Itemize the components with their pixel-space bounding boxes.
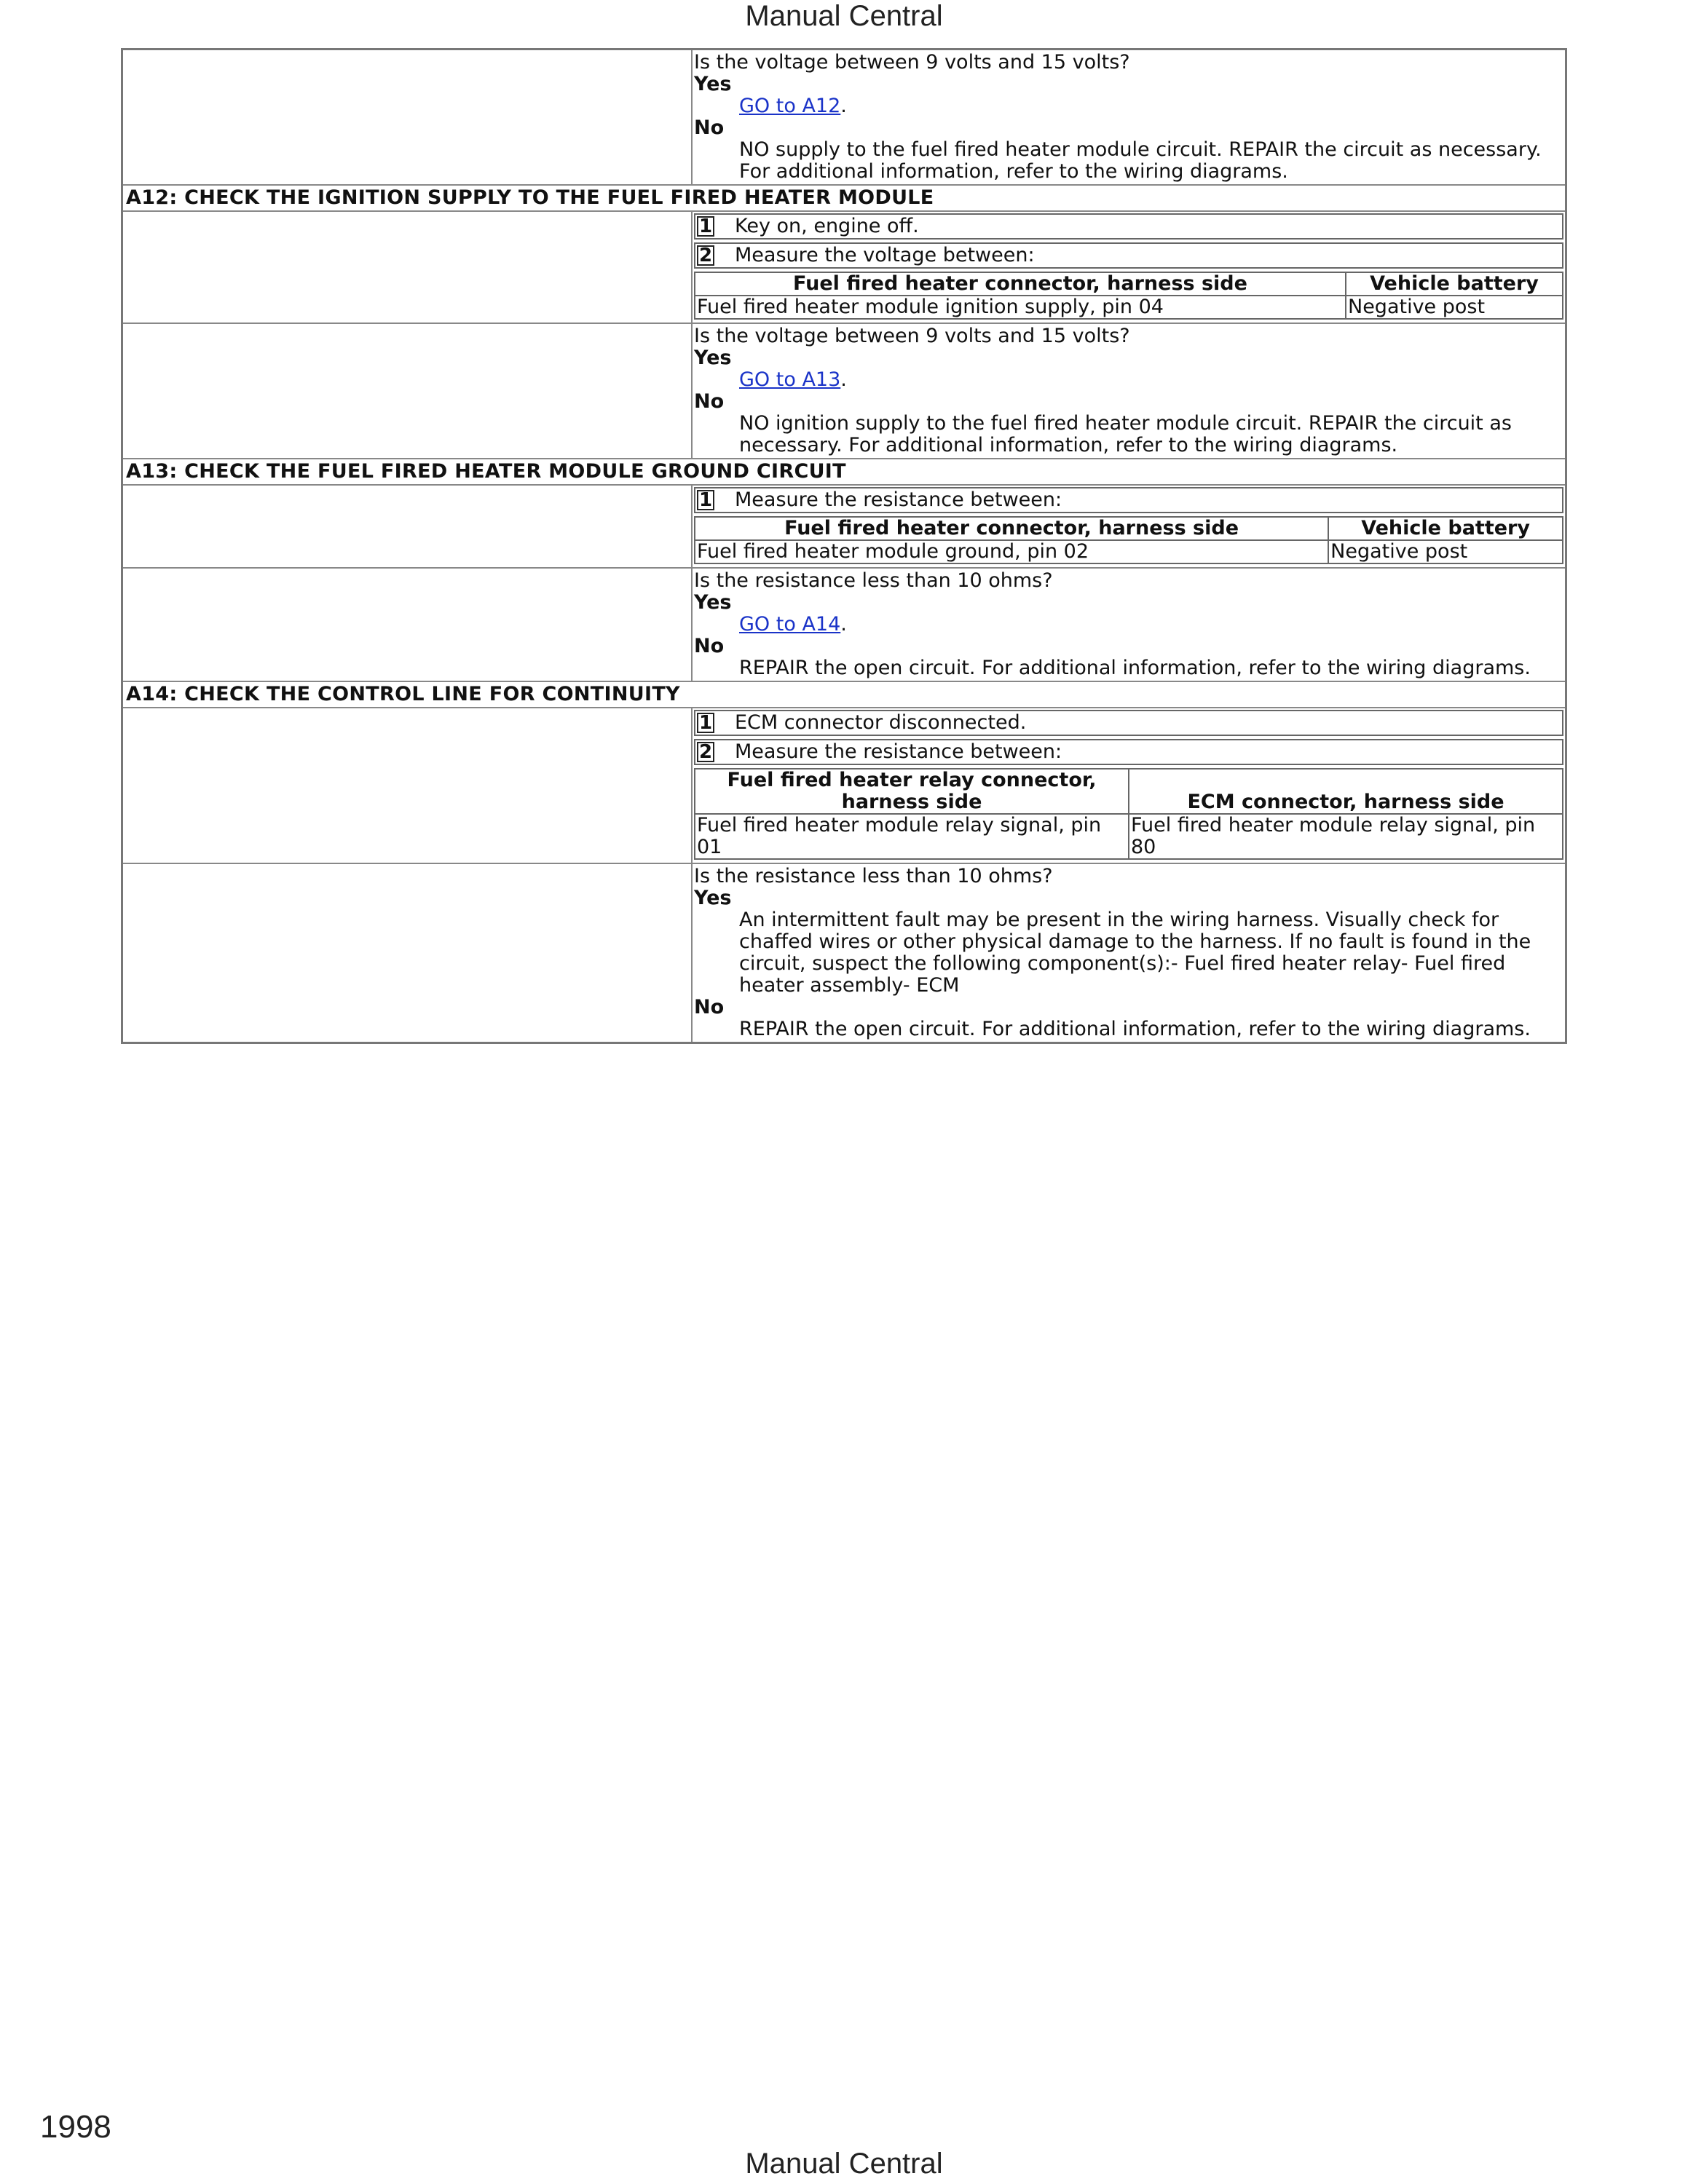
column-header: Vehicle battery: [1328, 517, 1563, 540]
a12-result-cell: [693, 324, 1565, 458]
a11-result-row: [123, 50, 1565, 186]
a13-steps-cell: [693, 486, 1565, 567]
yes-label: Yes: [694, 887, 732, 909]
a14-question: Is the resistance less than 10 ohms?: [694, 865, 1053, 887]
empty-cell: [123, 50, 693, 184]
go-to-a14-link[interactable]: GO to A14: [739, 613, 841, 636]
empty-cell: [123, 864, 693, 1042]
empty-cell: [123, 486, 693, 567]
page-footer: Manual Central: [745, 2148, 943, 2180]
a13-title: A13: CHECK THE FUEL FIRED HEATER MODULE GROUND CIRCUIT: [123, 459, 1565, 486]
step-item: [694, 710, 1563, 736]
table-cell: Negative post: [1328, 540, 1563, 563]
step-number: 1: [697, 713, 714, 733]
step-item: [694, 213, 1563, 240]
column-header: Vehicle battery: [1346, 272, 1563, 296]
column-header: Fuel fired heater connector, harness side: [695, 517, 1328, 540]
table-cell: Fuel fired heater module ignition supply, pin 04: [695, 296, 1346, 319]
a14-result-cell: [693, 864, 1565, 1042]
a13-question: Is the resistance less than 10 ohms?: [694, 569, 1053, 592]
table-cell: Negative post: [1346, 296, 1563, 319]
punctuation: .: [840, 613, 847, 636]
a14-steps-cell: [693, 708, 1565, 863]
a12-steps-cell: [693, 212, 1565, 323]
step-text: Key on, engine off.: [735, 215, 919, 237]
table-cell: Fuel fired heater module relay signal, pin 80: [1129, 814, 1563, 859]
no-text: NO ignition supply to the fuel fired heater module circuit. REPAIR the circuit as necessary. For additional information, refer to the wiring diagrams.: [739, 412, 1512, 456]
a11-result-cell: [693, 50, 1565, 184]
a14-title: A14: CHECK THE CONTROL LINE FOR CONTINUITY: [123, 682, 1565, 708]
no-label: No: [694, 996, 725, 1018]
no-label: No: [694, 635, 725, 657]
step-text: Measure the resistance between:: [735, 740, 1062, 763]
a12-result-row: [123, 324, 1565, 459]
a14-steps-row: [123, 708, 1565, 864]
step-item: [694, 487, 1563, 513]
step-number: 2: [697, 245, 714, 266]
go-to-a13-link[interactable]: GO to A13: [739, 368, 841, 391]
table-cell: Fuel fired heater module relay signal, pin 01: [695, 814, 1129, 859]
empty-cell: [123, 324, 693, 458]
diagnostic-table: [121, 48, 1567, 1044]
empty-cell: [123, 569, 693, 681]
a13-result-cell: [693, 569, 1565, 681]
yes-label: Yes: [694, 73, 732, 95]
a13-result-row: [123, 569, 1565, 682]
measurement-table: [694, 272, 1563, 320]
a14-result-row: [123, 864, 1565, 1042]
yes-text: An intermittent fault may be present in the wiring harness. Visually check for chaffed wires or other physical damage to the harness. If no fault is found in the circuit, suspect the following component(s):- Fuel fired heater relay- Fuel fired heater assembly- ECM: [739, 909, 1531, 997]
step-number: 1: [697, 490, 714, 510]
punctuation: .: [840, 368, 847, 391]
yes-label: Yes: [694, 347, 732, 369]
table-cell: Fuel fired heater module ground, pin 02: [695, 540, 1328, 563]
measurement-table: [694, 768, 1563, 860]
no-label: No: [694, 390, 725, 413]
step-item: [694, 242, 1563, 269]
column-header: Fuel fired heater connector, harness side: [695, 272, 1346, 296]
step-text: Measure the voltage between:: [735, 244, 1035, 266]
step-text: Measure the resistance between:: [735, 488, 1062, 511]
yes-label: Yes: [694, 591, 732, 614]
no-label: No: [694, 116, 725, 139]
column-header: ECM connector, harness side: [1129, 769, 1563, 814]
page-number: 1998: [40, 2109, 111, 2145]
punctuation: .: [840, 95, 847, 117]
a11-question: Is the voltage between 9 volts and 15 volts?: [694, 51, 1130, 74]
page-header: Manual Central: [745, 0, 943, 32]
a12-steps-row: [123, 212, 1565, 324]
step-number: 2: [697, 742, 714, 762]
step-text: ECM connector disconnected.: [735, 711, 1027, 734]
column-header: Fuel fired heater relay connector, harness side: [695, 769, 1129, 814]
no-text: NO supply to the fuel fired heater module circuit. REPAIR the circuit as necessary. For additional information, refer to the wiring diagrams.: [739, 138, 1542, 183]
measurement-table: [694, 516, 1563, 564]
empty-cell: [123, 212, 693, 323]
a12-question: Is the voltage between 9 volts and 15 volts?: [694, 325, 1130, 347]
step-item: [694, 739, 1563, 765]
a13-steps-row: [123, 486, 1565, 569]
go-to-a12-link[interactable]: GO to A12: [739, 95, 841, 117]
step-number: 1: [697, 216, 714, 237]
a12-title: A12: CHECK THE IGNITION SUPPLY TO THE FUEL FIRED HEATER MODULE: [123, 186, 1565, 212]
empty-cell: [123, 708, 693, 863]
no-text: REPAIR the open circuit. For additional information, refer to the wiring diagrams.: [739, 1018, 1531, 1040]
no-text: REPAIR the open circuit. For additional information, refer to the wiring diagrams.: [739, 657, 1531, 679]
